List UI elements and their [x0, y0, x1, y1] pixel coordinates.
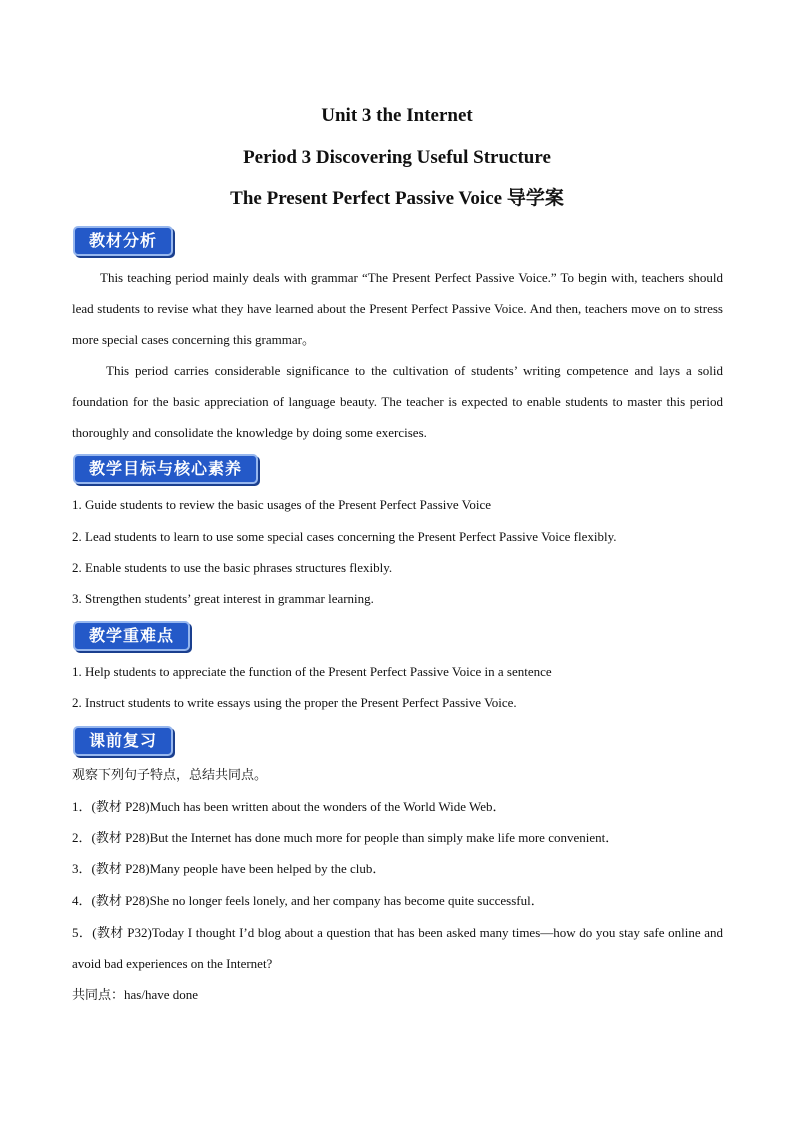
objective-item: 1. Guide students to review the basic usages of the Present Perfect Passive Voice	[72, 497, 492, 512]
doc-title-topic: The Present Perfect Passive Voice 导学案	[230, 188, 564, 209]
key-point-item: 2. Instruct students to write essays using the proper the Present Perfect Passive Voice.	[72, 695, 517, 710]
review-sentence: 2．(教材 P28)But the Internet has done much more for people than simply make life more convenient．	[72, 830, 619, 845]
objective-item: 3. Strengthen students’ great interest in grammar learning.	[72, 591, 374, 606]
analysis-paragraph-1: This teaching period mainly deals with grammar “The Present Perfect Passive Voice.” To begin with, teachers should lead students to revise what they have learned about the Present Perfect Passive Voice. And then, teachers move on to stress more special cases concerning this grammar。	[72, 270, 723, 347]
section-badge-textbook-analysis: 教材分析	[73, 226, 173, 256]
review-summary: 共同点：has/have done	[72, 987, 199, 1002]
doc-title-unit: Unit 3 the Internet	[321, 105, 473, 126]
doc-title-period: Period 3 Discovering Useful Structure	[243, 147, 551, 168]
section-badge-objectives: 教学目标与核心素养	[73, 454, 258, 484]
review-sentence: 3．(教材 P28)Many people have been helped by the club．	[72, 861, 386, 876]
section-badge-key-difficulties: 教学重难点	[73, 621, 190, 651]
objective-item: 2. Enable students to use the basic phrases structures flexibly.	[72, 560, 393, 575]
review-sentence: 4．(教材 P28)She no longer feels lonely, and her company has become quite successful．	[72, 893, 544, 908]
analysis-paragraph-2: This period carries considerable significance to the cultivation of students’ writing competence and lays a solid foundation for the basic appreciation of language beauty. The teacher is expected to enable students to master this period thoroughly and consolidate the knowledge by doing some exercises.	[72, 363, 723, 440]
review-sentence: 5．(教材 P32)Today I thought I’d blog about a question that has been asked many times—how do you stay safe online and avoid bad experiences on the Internet?	[72, 925, 723, 971]
review-instruction: 观察下列句子特点，总结共同点。	[72, 767, 268, 782]
key-point-item: 1. Help students to appreciate the function of the Present Perfect Passive Voice in a sentence	[72, 664, 552, 679]
objective-item: 2. Lead students to learn to use some special cases concerning the Present Perfect Passive Voice flexibly.	[72, 529, 617, 544]
review-sentence: 1．(教材 P28)Much has been written about the wonders of the World Wide Web．	[72, 799, 506, 814]
section-badge-pre-class-review: 课前复习	[73, 726, 173, 756]
